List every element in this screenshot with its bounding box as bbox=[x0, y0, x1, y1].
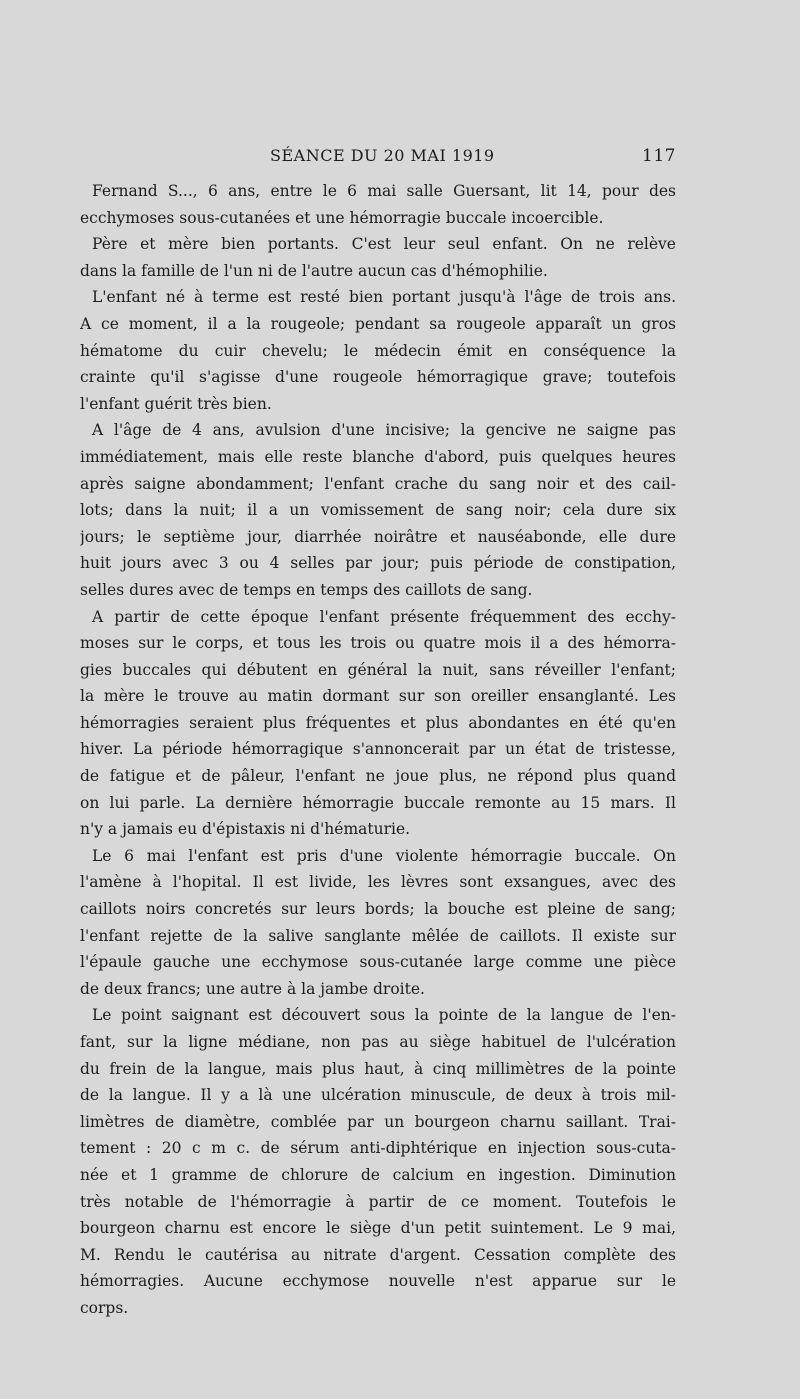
text-line: Père et mère bien portants. C'est leur seul enfant. On ne relève bbox=[92, 235, 676, 254]
text-line: hématome du cuir chevelu; le médecin émit en conséquence la bbox=[80, 341, 676, 360]
text-line: huit jours avec 3 ou 4 selles par jour; puis période de constipation, bbox=[80, 554, 676, 573]
text-line: hémorragies seraient plus fréquentes et plus abondantes en été qu'en bbox=[80, 713, 676, 732]
text-line: A l'âge de 4 ans, avulsion d'une incisive; la gencive ne saigne pas bbox=[92, 421, 676, 440]
text-line: M. Rendu le cautérisa au nitrate d'argent. Cessation complète des bbox=[80, 1245, 676, 1264]
text-line: caillots noirs concretés sur leurs bords; la bouche est pleine de sang; bbox=[80, 900, 676, 919]
text-line: très notable de l'hémorragie à partir de ce moment. Toutefois le bbox=[80, 1192, 676, 1211]
text-line: n'y a jamais eu d'épistaxis ni d'hématurie. bbox=[80, 820, 411, 839]
text-line: tement : 20 c m c. de sérum anti-diphtérique en injection sous-cuta- bbox=[80, 1139, 676, 1158]
text-line: dans la famille de l'un ni de l'autre aucun cas d'hémophilie. bbox=[80, 261, 548, 280]
text-line: bourgeon charnu est encore le siège d'un petit suintement. Le 9 mai, bbox=[80, 1219, 676, 1238]
text-line: A partir de cette époque l'enfant présente fréquemment des ecchy- bbox=[92, 607, 676, 626]
text-line: de deux francs; une autre à la jambe droite. bbox=[80, 979, 425, 998]
running-title: SÉANCE DU 20 MAI 1919 bbox=[270, 146, 495, 165]
text-line: Le 6 mai l'enfant est pris d'une violente hémorragie buccale. On bbox=[92, 846, 676, 865]
text-line: l'épaule gauche une ecchymose sous-cutanée large comme une pièce bbox=[80, 953, 676, 972]
text-line: crainte qu'il s'agisse d'une rougeole hémorragique grave; toutefois bbox=[80, 368, 676, 387]
text-line: après saigne abondamment; l'enfant crache du sang noir et des cail- bbox=[80, 474, 676, 493]
text-line: A ce moment, il a la rougeole; pendant sa rougeole apparaît un gros bbox=[80, 314, 676, 333]
text-line: hémorragies. Aucune ecchymose nouvelle n'est apparue sur le bbox=[80, 1272, 676, 1291]
text-line: du frein de la langue, mais plus haut, à cinq millimètres de la pointe bbox=[80, 1059, 676, 1078]
page-number: 117 bbox=[642, 146, 676, 166]
text-line: Fernand S..., 6 ans, entre le 6 mai salle Guersant, lit 14, pour des bbox=[92, 182, 676, 200]
text-line: limètres de diamètre, comblée par un bourgeon charnu saillant. Trai- bbox=[80, 1112, 676, 1131]
text-line: L'enfant né à terme est resté bien portant jusqu'à l'âge de trois ans. bbox=[92, 288, 676, 307]
text-line: hiver. La période hémorragique s'annoncerait par un état de tristesse, bbox=[80, 740, 676, 759]
text-line: de fatigue et de pâleur, l'enfant ne joue plus, ne répond plus quand bbox=[80, 767, 676, 786]
text-line: moses sur le corps, et tous les trois ou quatre mois il a des hémorra- bbox=[80, 634, 676, 653]
text-line: on lui parle. La dernière hémorragie buccale remonte au 15 mars. Il bbox=[80, 793, 676, 812]
text-line: ecchymoses sous-cutanées et une hémorragie buccale incoercible. bbox=[80, 208, 604, 227]
text-line: corps. bbox=[80, 1298, 129, 1317]
text-line: jours; le septième jour, diarrhée noirâtre et nauséabonde, elle dure bbox=[80, 527, 676, 546]
text-line: l'enfant rejette de la salive sanglante mêlée de caillots. Il existe sur bbox=[80, 926, 676, 945]
text-line: Le point saignant est découvert sous la pointe de la langue de l'en- bbox=[92, 1006, 676, 1025]
text-line: fant, sur la ligne médiane, non pas au siège habituel de l'ulcération bbox=[80, 1033, 676, 1051]
page-header bbox=[80, 146, 676, 172]
text-line: selles dures avec de temps en temps des caillots de sang. bbox=[80, 580, 533, 599]
text-line: immédiatement, mais elle reste blanche d'abord, puis quelques heures bbox=[80, 447, 676, 466]
text-line: gies buccales qui débutent en général la nuit, sans réveiller l'enfant; bbox=[80, 660, 676, 679]
body-text bbox=[80, 178, 676, 1322]
text-line: lots; dans la nuit; il a un vomissement de sang noir; cela dure six bbox=[80, 501, 676, 520]
text-line: la mère le trouve au matin dormant sur son oreiller ensanglanté. Les bbox=[80, 687, 676, 706]
text-line: de la langue. Il y a là une ulcération minuscule, de deux à trois mil- bbox=[80, 1086, 676, 1105]
text-line: née et 1 gramme de chlorure de calcium en ingestion. Diminution bbox=[80, 1165, 676, 1184]
text-line: l'amène à l'hopital. Il est livide, les lèvres sont exsangues, avec des bbox=[80, 873, 676, 892]
text-line: l'enfant guérit très bien. bbox=[80, 394, 272, 413]
